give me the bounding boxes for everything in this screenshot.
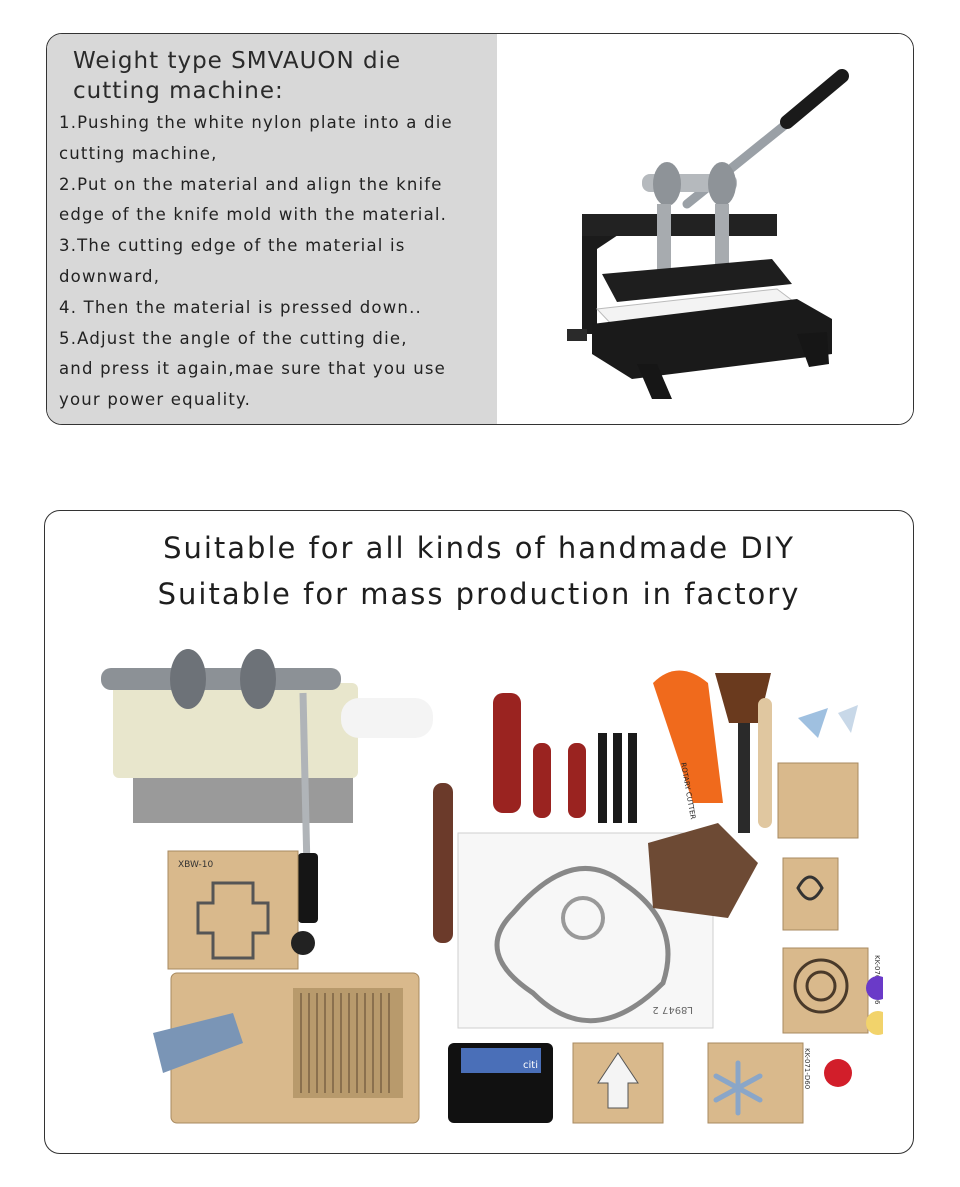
snowflake-die-illustration bbox=[708, 1043, 811, 1123]
machine-title bbox=[73, 46, 487, 106]
earring-dies-illustration bbox=[778, 705, 858, 930]
tassel-die-illustration bbox=[153, 973, 419, 1123]
machine-info-card bbox=[46, 33, 914, 425]
instruction-line: 5.Adjust the angle of the cutting die, bbox=[59, 328, 408, 348]
instruction-line: 3.The cutting edge of the material is bbox=[59, 236, 406, 256]
instruction-line: edge of the knife mold with the material. bbox=[59, 205, 448, 225]
keychain-die-label: XBW-10 bbox=[178, 860, 214, 870]
card-holder-illustration bbox=[448, 1043, 553, 1123]
applications-card bbox=[44, 510, 914, 1154]
slogan-mass-production: Suitable for mass production in factory bbox=[157, 577, 801, 611]
instruction-line: 2.Put on the material and align the knife bbox=[59, 174, 443, 194]
instruction-line: your power equality. bbox=[59, 390, 252, 410]
machine-title-line-2: cutting machine: bbox=[73, 78, 284, 104]
die-cutting-machine-photo bbox=[497, 34, 914, 424]
instruction-line: downward, bbox=[59, 266, 161, 286]
instruction-line: cutting machine, bbox=[59, 143, 218, 163]
tools-collage-illustration bbox=[93, 643, 883, 1133]
die-cutting-machine-illustration bbox=[497, 34, 914, 424]
snowflake-die-label: KK-071-D60 bbox=[803, 1048, 811, 1090]
acrylic-plate-label: L8947 2 bbox=[652, 1004, 693, 1015]
arrow-die-illustration bbox=[573, 1043, 663, 1123]
keychain-die-illustration bbox=[168, 851, 315, 969]
instruction-line: 4. Then the material is pressed down.. bbox=[59, 297, 422, 317]
card-logo: citi bbox=[523, 1060, 538, 1071]
machine-title-line-1: Weight type SMVAUON die bbox=[73, 48, 402, 74]
tools-and-dies-photo bbox=[93, 643, 883, 1133]
rotary-cutter-label: ROTARY CUTTER bbox=[679, 761, 697, 821]
instruction-line: and press it again,mae sure that you use bbox=[59, 359, 447, 379]
instruction-line: 1.Pushing the white nylon plate into a die bbox=[59, 113, 453, 132]
slogan-handmade-diy: Suitable for all kinds of handmade DIY bbox=[163, 531, 795, 565]
machine-instructions-panel bbox=[47, 34, 497, 424]
